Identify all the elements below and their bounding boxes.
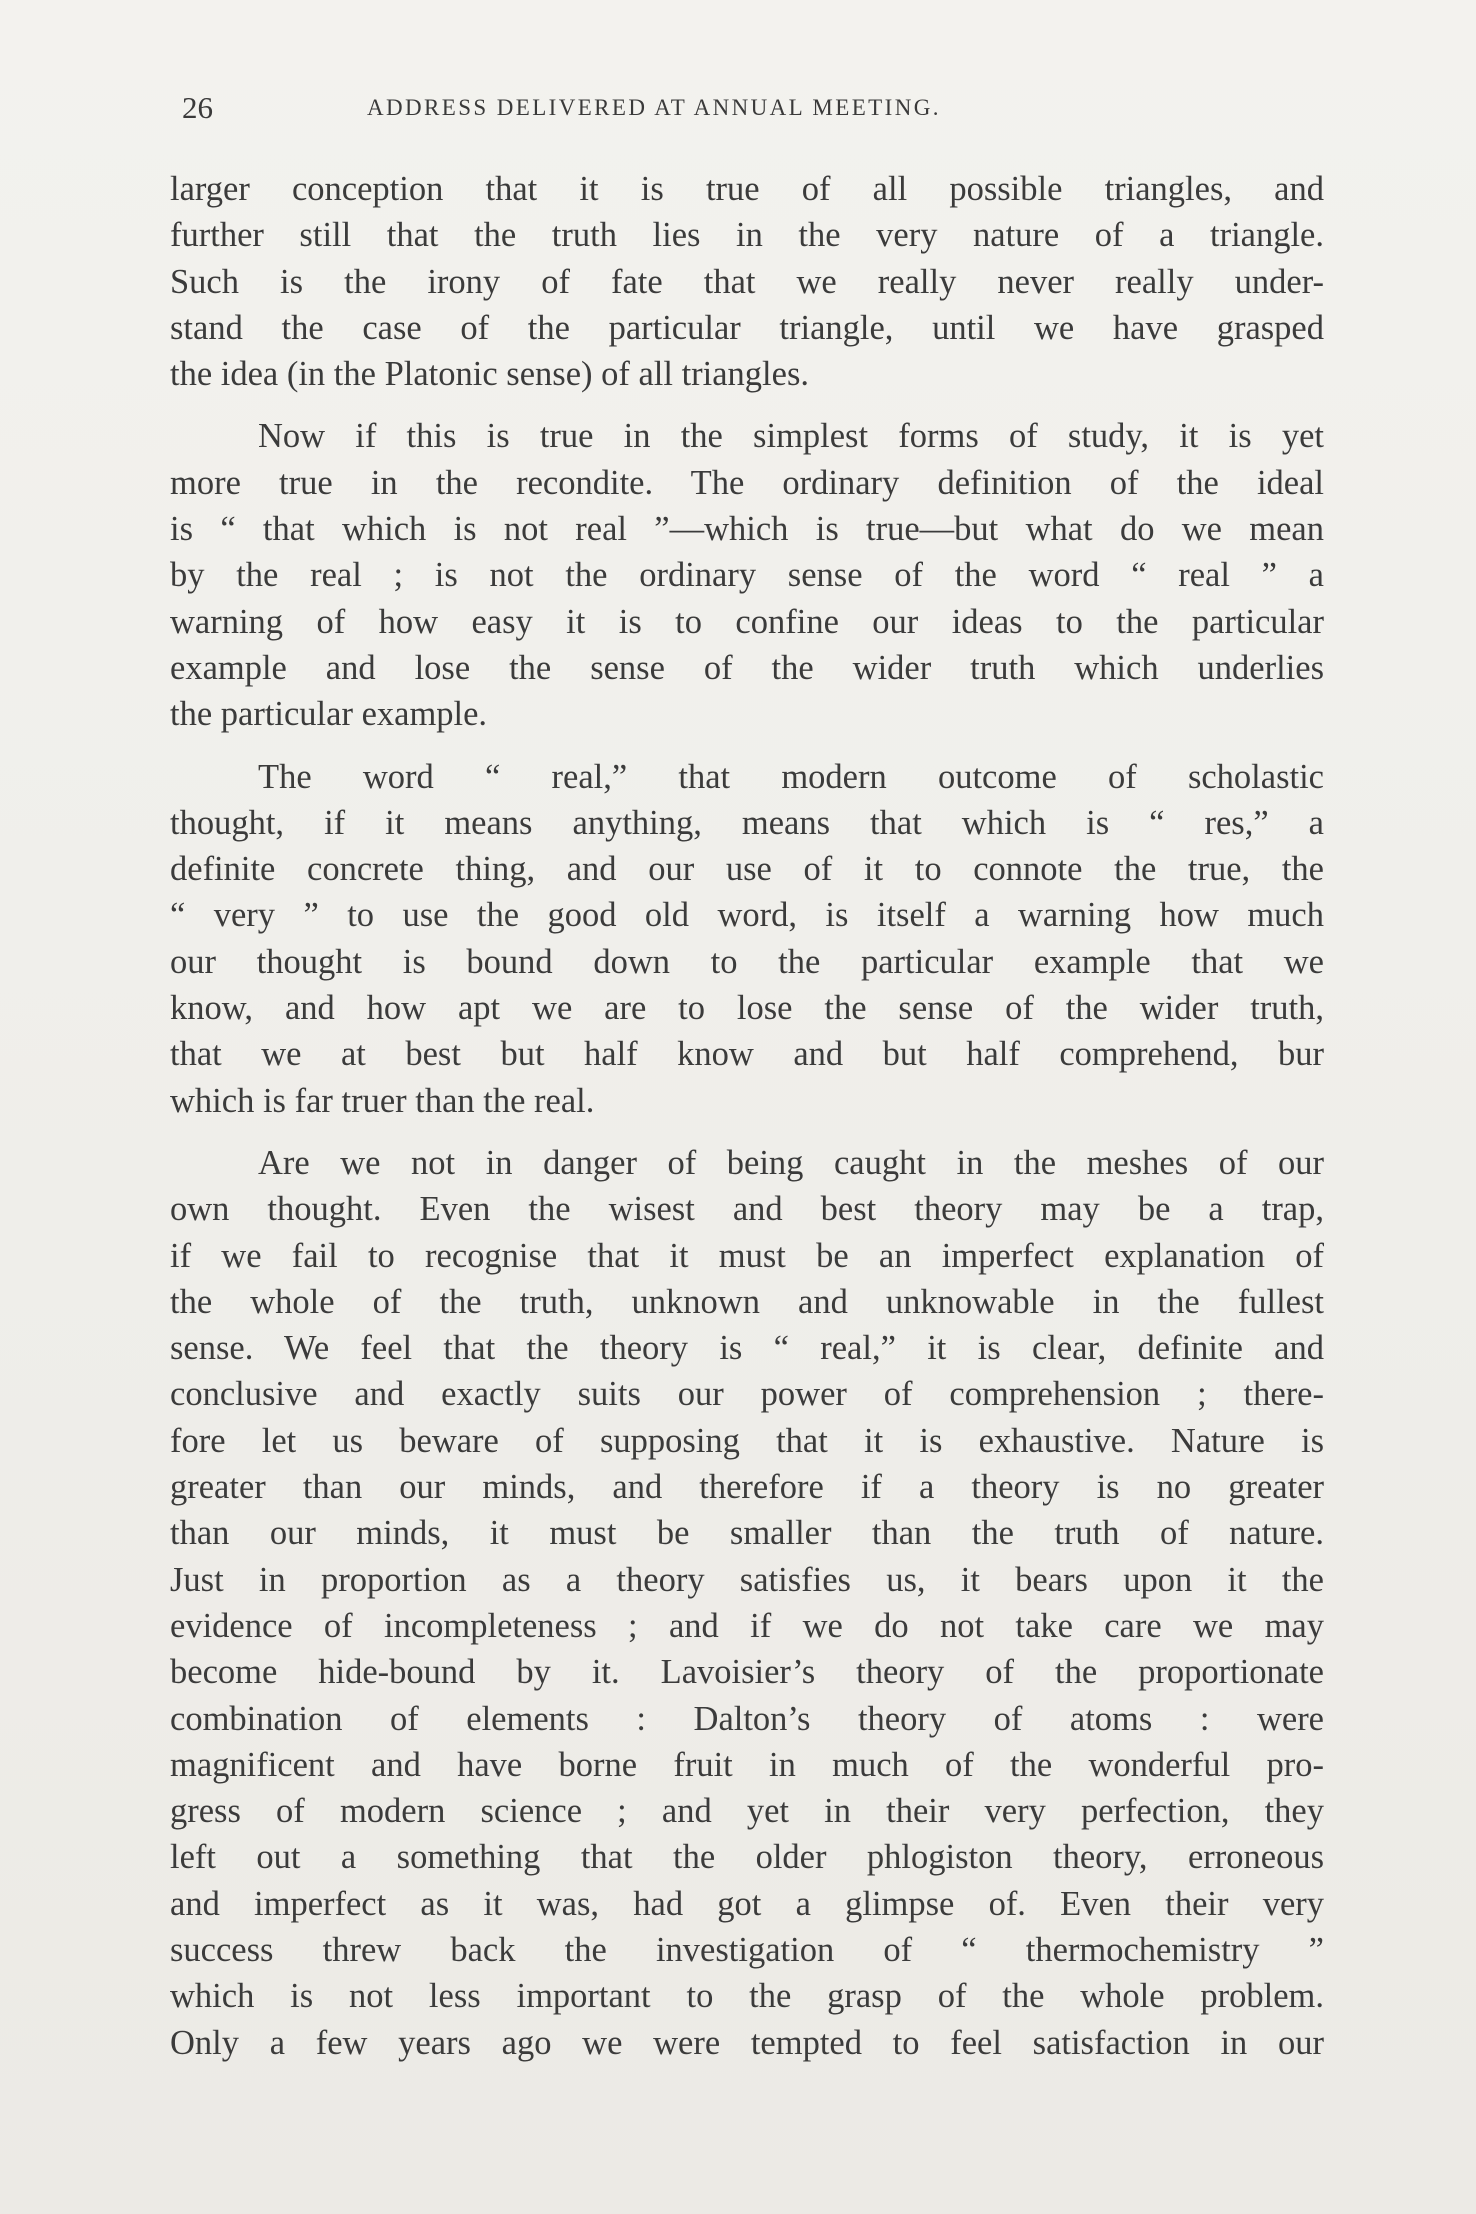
text-line: more true in the recondite. The ordinary definition of the ideal: [170, 463, 1324, 502]
text-line: know, and how apt we are to lose the sense of the wider truth,: [170, 989, 1324, 1028]
text-line: definite concrete thing, and our use of it to connote the true, the: [170, 850, 1324, 889]
text-line: sense. We feel that the theory is “ real,” it is clear, definite and: [170, 1329, 1324, 1368]
text-line: if we fail to recognise that it must be an imperfect explanation of: [170, 1236, 1324, 1275]
text-line: magnificent and have borne fruit in much of the wonderful pro-: [170, 1745, 1324, 1784]
text-line: gress of modern science ; and yet in their very perfection, they: [170, 1792, 1324, 1831]
text-line: the idea (in the Platonic sense) of all triangles.: [170, 355, 810, 394]
text-line: Such is the irony of fate that we really never really under-: [170, 262, 1324, 301]
page-number: 26: [182, 90, 213, 125]
text-line: success threw back the investigation of “ thermochemistry ”: [170, 1930, 1324, 1969]
text-line: become hide-bound by it. Lavoisier’s theory of the proportionate: [170, 1653, 1324, 1692]
text-line: The word “ real,” that modern outcome of scholastic: [258, 757, 1324, 796]
text-line: the whole of the truth, unknown and unknowable in the fullest: [170, 1282, 1324, 1321]
text-line: evidence of incompleteness ; and if we do not take care we may: [170, 1606, 1324, 1645]
text-line: combination of elements : Dalton’s theory of atoms : were: [170, 1699, 1324, 1738]
page-header: [182, 88, 1142, 128]
text-line: is “ that which is not real ”—which is true—but what do we mean: [170, 510, 1324, 549]
text-line: the particular example.: [170, 695, 488, 734]
text-line: by the real ; is not the ordinary sense of the word “ real ” a: [170, 556, 1324, 595]
text-line: conclusive and exactly suits our power of comprehension ; there-: [170, 1375, 1324, 1414]
text-line: Are we not in danger of being caught in the meshes of our: [258, 1143, 1324, 1182]
text-line: stand the case of the particular triangle, until we have grasped: [170, 308, 1324, 347]
text-line: warning of how easy it is to confine our ideas to the particular: [170, 602, 1324, 641]
text-line: further still that the truth lies in the very nature of a triangle.: [170, 216, 1324, 255]
text-line: that we at best but half know and but half comprehend, bur: [170, 1035, 1324, 1074]
text-line: Only a few years ago we were tempted to feel satisfaction in our: [170, 2023, 1324, 2062]
text-line: which is far truer than the real.: [170, 1081, 595, 1120]
paragraph: [170, 754, 1324, 1124]
running-head: ADDRESS DELIVERED AT ANNUAL MEETING.: [367, 95, 941, 120]
body-text: [170, 166, 1324, 2066]
text-line: Now if this is true in the simplest forms of study, it is yet: [258, 417, 1324, 456]
text-line: example and lose the sense of the wider truth which underlies: [170, 648, 1324, 687]
text-line: larger conception that it is true of all possible triangles, and: [170, 170, 1324, 208]
text-line: and imperfect as it was, had got a glimpse of. Even their very: [170, 1884, 1324, 1923]
text-line: Just in proportion as a theory satisfies us, it bears upon it the: [170, 1560, 1324, 1599]
text-line: our thought is bound down to the particular example that we: [170, 942, 1324, 981]
text-line: greater than our minds, and therefore if a theory is no greater: [170, 1468, 1324, 1507]
text-line: which is not less important to the grasp of the whole problem.: [170, 1977, 1324, 2016]
paragraph: [170, 1140, 1324, 2066]
paragraph: [170, 413, 1324, 737]
text-line: thought, if it means anything, means that which is “ res,” a: [170, 803, 1324, 842]
paragraph: [170, 166, 1324, 397]
text-line: own thought. Even the wisest and best theory may be a trap,: [170, 1190, 1324, 1229]
text-line: “ very ” to use the good old word, is itself a warning how much: [170, 896, 1324, 935]
text-line: than our minds, it must be smaller than the truth of nature.: [170, 1514, 1324, 1553]
text-line: left out a something that the older phlogiston theory, erroneous: [170, 1838, 1324, 1877]
text-line: fore let us beware of supposing that it is exhaustive. Nature is: [170, 1421, 1324, 1460]
